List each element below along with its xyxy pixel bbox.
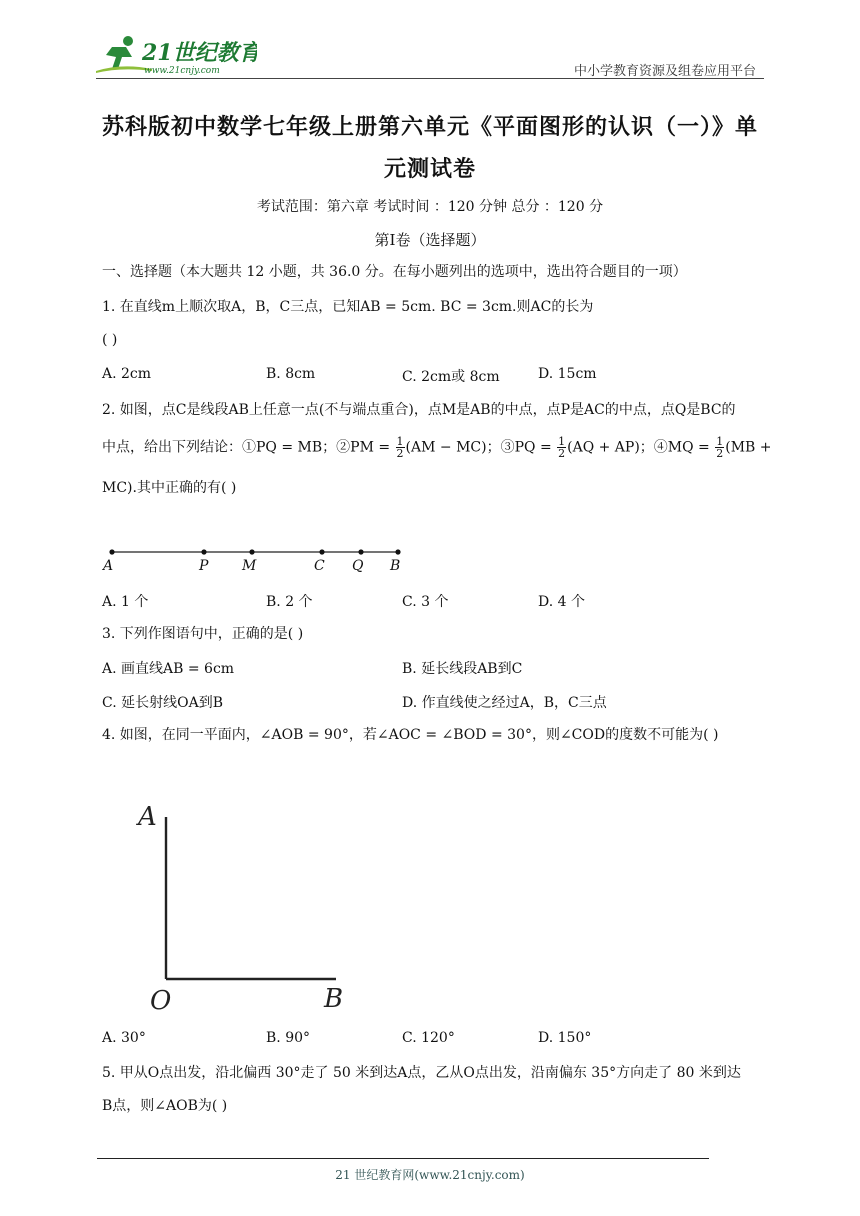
q2-segment-figure (100, 540, 410, 580)
q2-option-a: A. 1 个 (102, 594, 149, 610)
q4-option-a: A. 30° (102, 1030, 146, 1046)
point-c (319, 549, 324, 554)
q1-option-d: D. 15cm (538, 366, 597, 382)
q3-option-a: A. 画直线AB = 6cm (102, 661, 235, 677)
q4-option-b: B. 90° (266, 1030, 311, 1046)
header-divider (96, 78, 764, 79)
q2-line2 (102, 436, 772, 459)
q2-option-d: D. 4 个 (538, 594, 585, 610)
q4-option-c: C. 120° (402, 1030, 455, 1046)
q2-option-b: B. 2 个 (266, 594, 313, 610)
fraction-half: $\frac{1}{2}$ (396, 435, 404, 460)
exam-title-line2: 元测试卷 (383, 156, 476, 182)
site-logo (92, 33, 257, 77)
q2-option-c: C. 3 个 (402, 594, 449, 610)
q3-option-d: D. 作直线使之经过A，B，C三点 (402, 695, 607, 711)
q3-option-c: C. 延长射线OA到B (102, 695, 223, 711)
label-b: B (324, 984, 344, 1014)
fraction-half: $\frac{1}{2}$ (558, 435, 566, 460)
footer-link[interactable]: 21 世纪教育网(www.21cnjy.com) (335, 1168, 525, 1182)
label-c: C (314, 558, 325, 574)
q3-option-b: B. 延长线段AB到C (402, 661, 523, 677)
point-p (201, 549, 206, 554)
label-m: M (242, 558, 257, 574)
q4-option-d: D. 150° (538, 1030, 592, 1046)
q2-text-d: (MB + (725, 439, 772, 456)
label-b: B (390, 558, 401, 574)
point-m (249, 549, 254, 554)
q1-text: 1. 在直线m上顺次取A，B，C三点，已知AB = 5cm. BC = 3cm.则AC的长为 (102, 299, 594, 315)
q4-angle-figure (130, 795, 360, 1019)
footer-divider (97, 1158, 709, 1159)
label-a: A (138, 802, 157, 832)
q3-text: 3. 下列作图语句中，正确的是( ) (102, 626, 304, 642)
q2-text-b: (AM − MC)；③PQ = (405, 439, 557, 456)
logo-text: 21世纪教育 (142, 40, 257, 66)
q2-text-c: (AQ + AP)；④MQ = (567, 439, 715, 456)
header-tagline: 中小学教育资源及组卷应用平台 (573, 64, 756, 79)
q2-line1: 2. 如图，点C是线段AB上任意一点(不与端点重合)，点M是AB的中点，点P是AC的中点，点Q是BC的 (102, 402, 736, 418)
q4-text: 4. 如图，在同一平面内，∠AOB = 90°，若∠AOC = ∠BOD = 30°，则∠COD的度数不可能为( ) (102, 727, 719, 743)
point-a (109, 549, 114, 554)
label-q: Q (352, 558, 364, 574)
label-o: O (150, 986, 172, 1015)
label-a: A (103, 558, 114, 574)
q1-option-a: A. 2cm (102, 366, 152, 382)
point-b (395, 549, 400, 554)
fraction-half: $\frac{1}{2}$ (716, 435, 724, 460)
section-heading: 一、选择题（本大题共 12 小题，共 36.0 分。在每小题列出的选项中，选出符合题目的一项） (102, 264, 687, 280)
volume-heading: 第Ⅰ卷（选择题） (374, 231, 486, 249)
exam-meta: 考试范围：第六章 考试时间 ：120 分钟 总分 ：120 分 (256, 199, 604, 215)
point-q (358, 549, 363, 554)
q2-text-a: 中点，给出下列结论：①PQ = MB；②PM = (102, 439, 395, 456)
q5-line2: B点，则∠AOB为( ) (102, 1098, 228, 1114)
q2-line3: MC).其中正确的有( ) (102, 480, 237, 496)
q5-line1: 5. 甲从O点出发，沿北偏西 30°走了 50 米到达A点，乙从O点出发，沿南偏东 35°方向走了 80 米到达 (102, 1065, 741, 1081)
q1-bracket: ( ) (102, 332, 118, 348)
q1-option-b: B. 8cm (266, 366, 316, 382)
logo-url: www.21cnjy.com (144, 66, 220, 76)
label-p: P (199, 558, 209, 574)
exam-title-line1: 苏科版初中数学七年级上册第六单元《平面图形的认识（一）》单 (101, 114, 758, 140)
q1-option-c: C. 2cm或 8cm (402, 369, 500, 385)
